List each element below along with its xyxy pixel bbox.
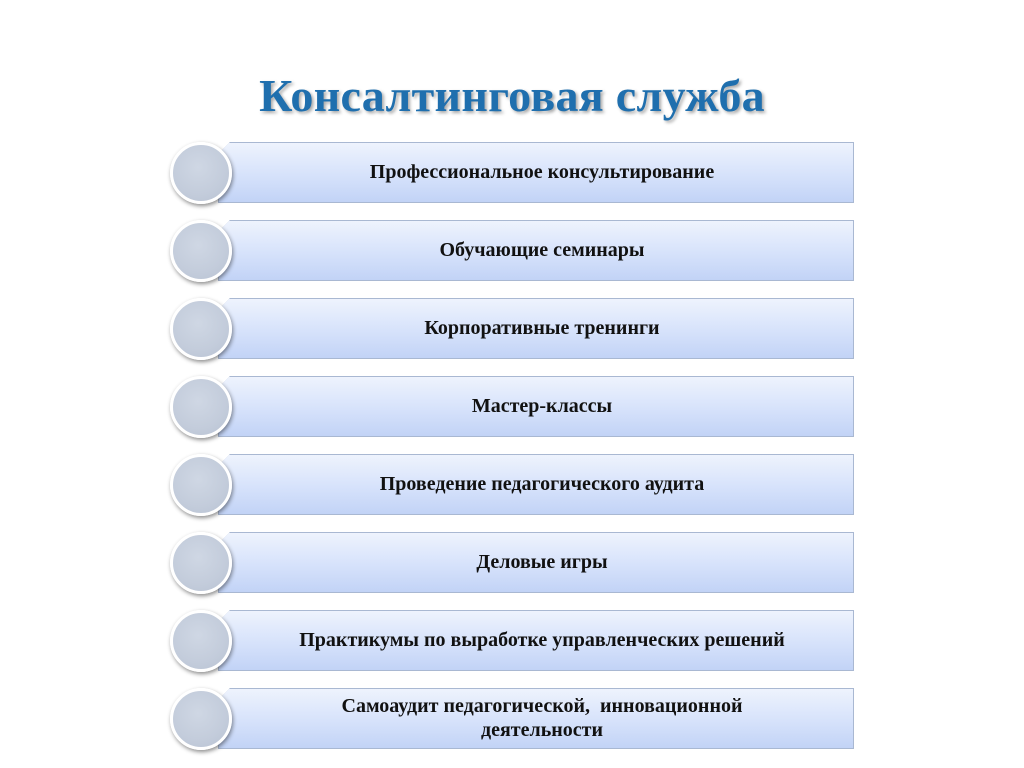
item-label: Деловые игры bbox=[476, 550, 608, 573]
circle-bullet-icon bbox=[170, 298, 232, 360]
circle-bullet-icon bbox=[170, 376, 232, 438]
circle-bullet-icon bbox=[170, 610, 232, 672]
item-label: Самоаудит педагогической, инновационной деятельности bbox=[341, 694, 748, 741]
list-item bbox=[168, 530, 858, 594]
circle-bullet-icon bbox=[170, 142, 232, 204]
list-item bbox=[168, 296, 858, 360]
item-label: Проведение педагогического аудита bbox=[379, 472, 705, 495]
item-label: Мастер-классы bbox=[471, 394, 613, 417]
list-item bbox=[168, 452, 858, 516]
services-list bbox=[168, 140, 858, 750]
circle-bullet-icon bbox=[170, 454, 232, 516]
list-item bbox=[168, 140, 858, 204]
list-item bbox=[168, 608, 858, 672]
list-item bbox=[168, 686, 858, 750]
circle-bullet-icon bbox=[170, 220, 232, 282]
item-label: Практикумы по выработке управленческих решений bbox=[299, 628, 785, 651]
circle-bullet-icon bbox=[170, 532, 232, 594]
item-label: Профессиональное консультирование bbox=[369, 160, 715, 183]
list-item bbox=[168, 218, 858, 282]
item-label: Корпоративные тренинги bbox=[424, 316, 660, 339]
item-label: Обучающие семинары bbox=[439, 238, 645, 261]
list-item bbox=[168, 374, 858, 438]
circle-bullet-icon bbox=[170, 688, 232, 750]
slide-title: Консалтинговая служба bbox=[259, 70, 765, 121]
